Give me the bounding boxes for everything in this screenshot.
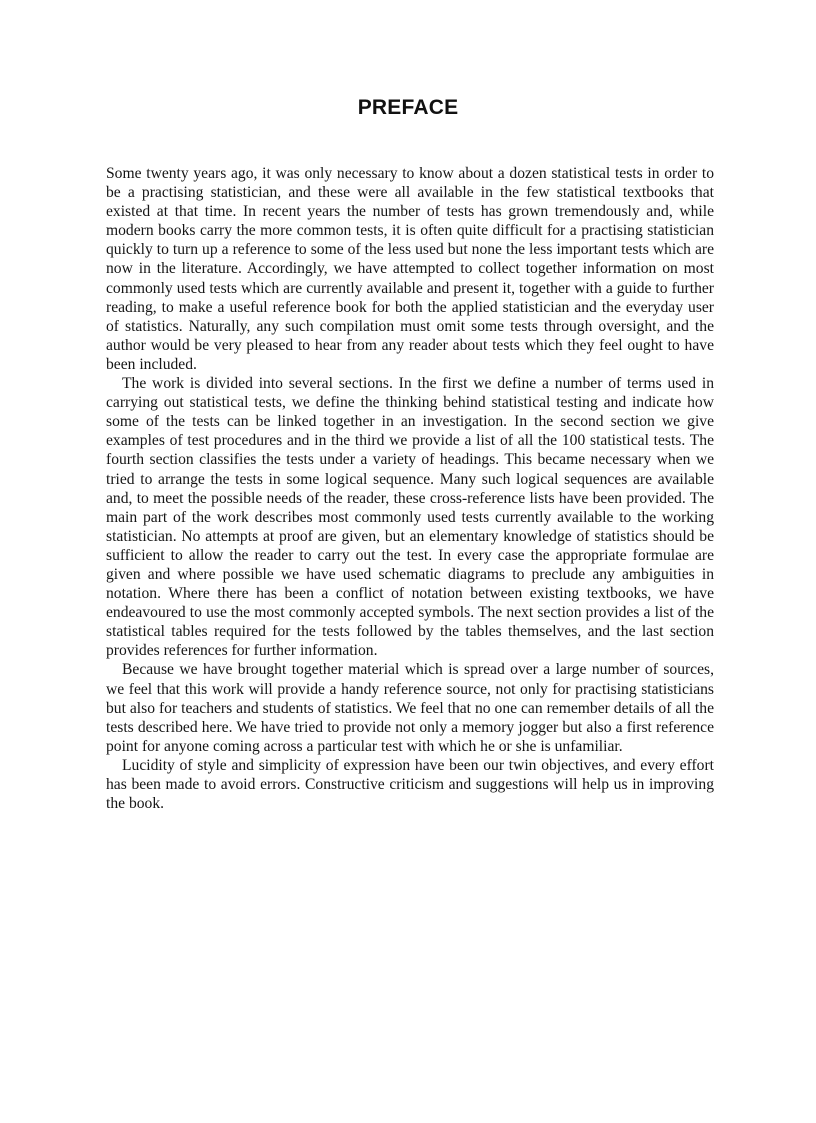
page-title: PREFACE	[357, 96, 459, 119]
preface-body	[106, 164, 714, 813]
preface-paragraph-4: Lucidity of style and simplicity of expression have been our twin objectives, and every effort has been made to avoid errors. Constructive criticism and suggestions will help us in improving the book.	[106, 756, 714, 813]
preface-paragraph-3: Because we have brought together material which is spread over a large number of sources, we feel that this work will provide a handy reference source, not only for practising statisticians but also for teachers and students of statistics. We feel that no one can remember details of all the tests described here. We have tried to provide not only a memory jogger but also a first reference point for anyone coming across a particular test with which he or she is unfamiliar.	[106, 661, 714, 755]
preface-paragraph-1: Some twenty years ago, it was only necessary to know about a dozen statistical tests in order to be a practising statistician, and these were all available in the few statistical textbooks that existed at that time. In recent years the number of tests has grown tremendously and, while modern books carry the more common tests, it is often quite difficult for a practising statistician quickly to turn up a reference to some of the less used but none the less important tests which are now in the literature. Accordingly, we have attempted to collect together information on most commonly used tests which are currently available and present it, together with a guide to further reading, to make a useful reference book for both the applied statistician and the everyday user of statistics. Naturally, any such compilation must omit some tests through oversight, and the author would be very pleased to hear from any reader about tests which they feel ought to have been included.	[106, 165, 714, 373]
preface-paragraph-2: The work is divided into several sections. In the first we define a number of terms used in carrying out statistical tests, we define the thinking behind statistical testing and indicate how some of the tests can be linked together in an investigation. In the second section we give examples of test procedures and in the third we provide a list of all the 100 statistical tests. The fourth section classifies the tests under a variety of headings. This became necessary when we tried to arrange the tests in some logical sequence. Many such logical sequences are available and, to meet the possible needs of the reader, these cross-reference lists have been provided. The main part of the work describes most commonly used tests currently available to the working statistician. No attempts at proof are given, but an elementary knowledge of statistics should be sufficient to allow the reader to carry out the test. In every case the appropriate formulae are given and where possible we have used schematic diagrams to preclude any ambiguities in notation. Where there has been a conflict of notation between existing textbooks, we have endeavoured to use the most commonly accepted symbols. The next section provides a list of the statistical tables required for the tests followed by the tables themselves, and the last section provides references for further information.	[106, 375, 714, 660]
